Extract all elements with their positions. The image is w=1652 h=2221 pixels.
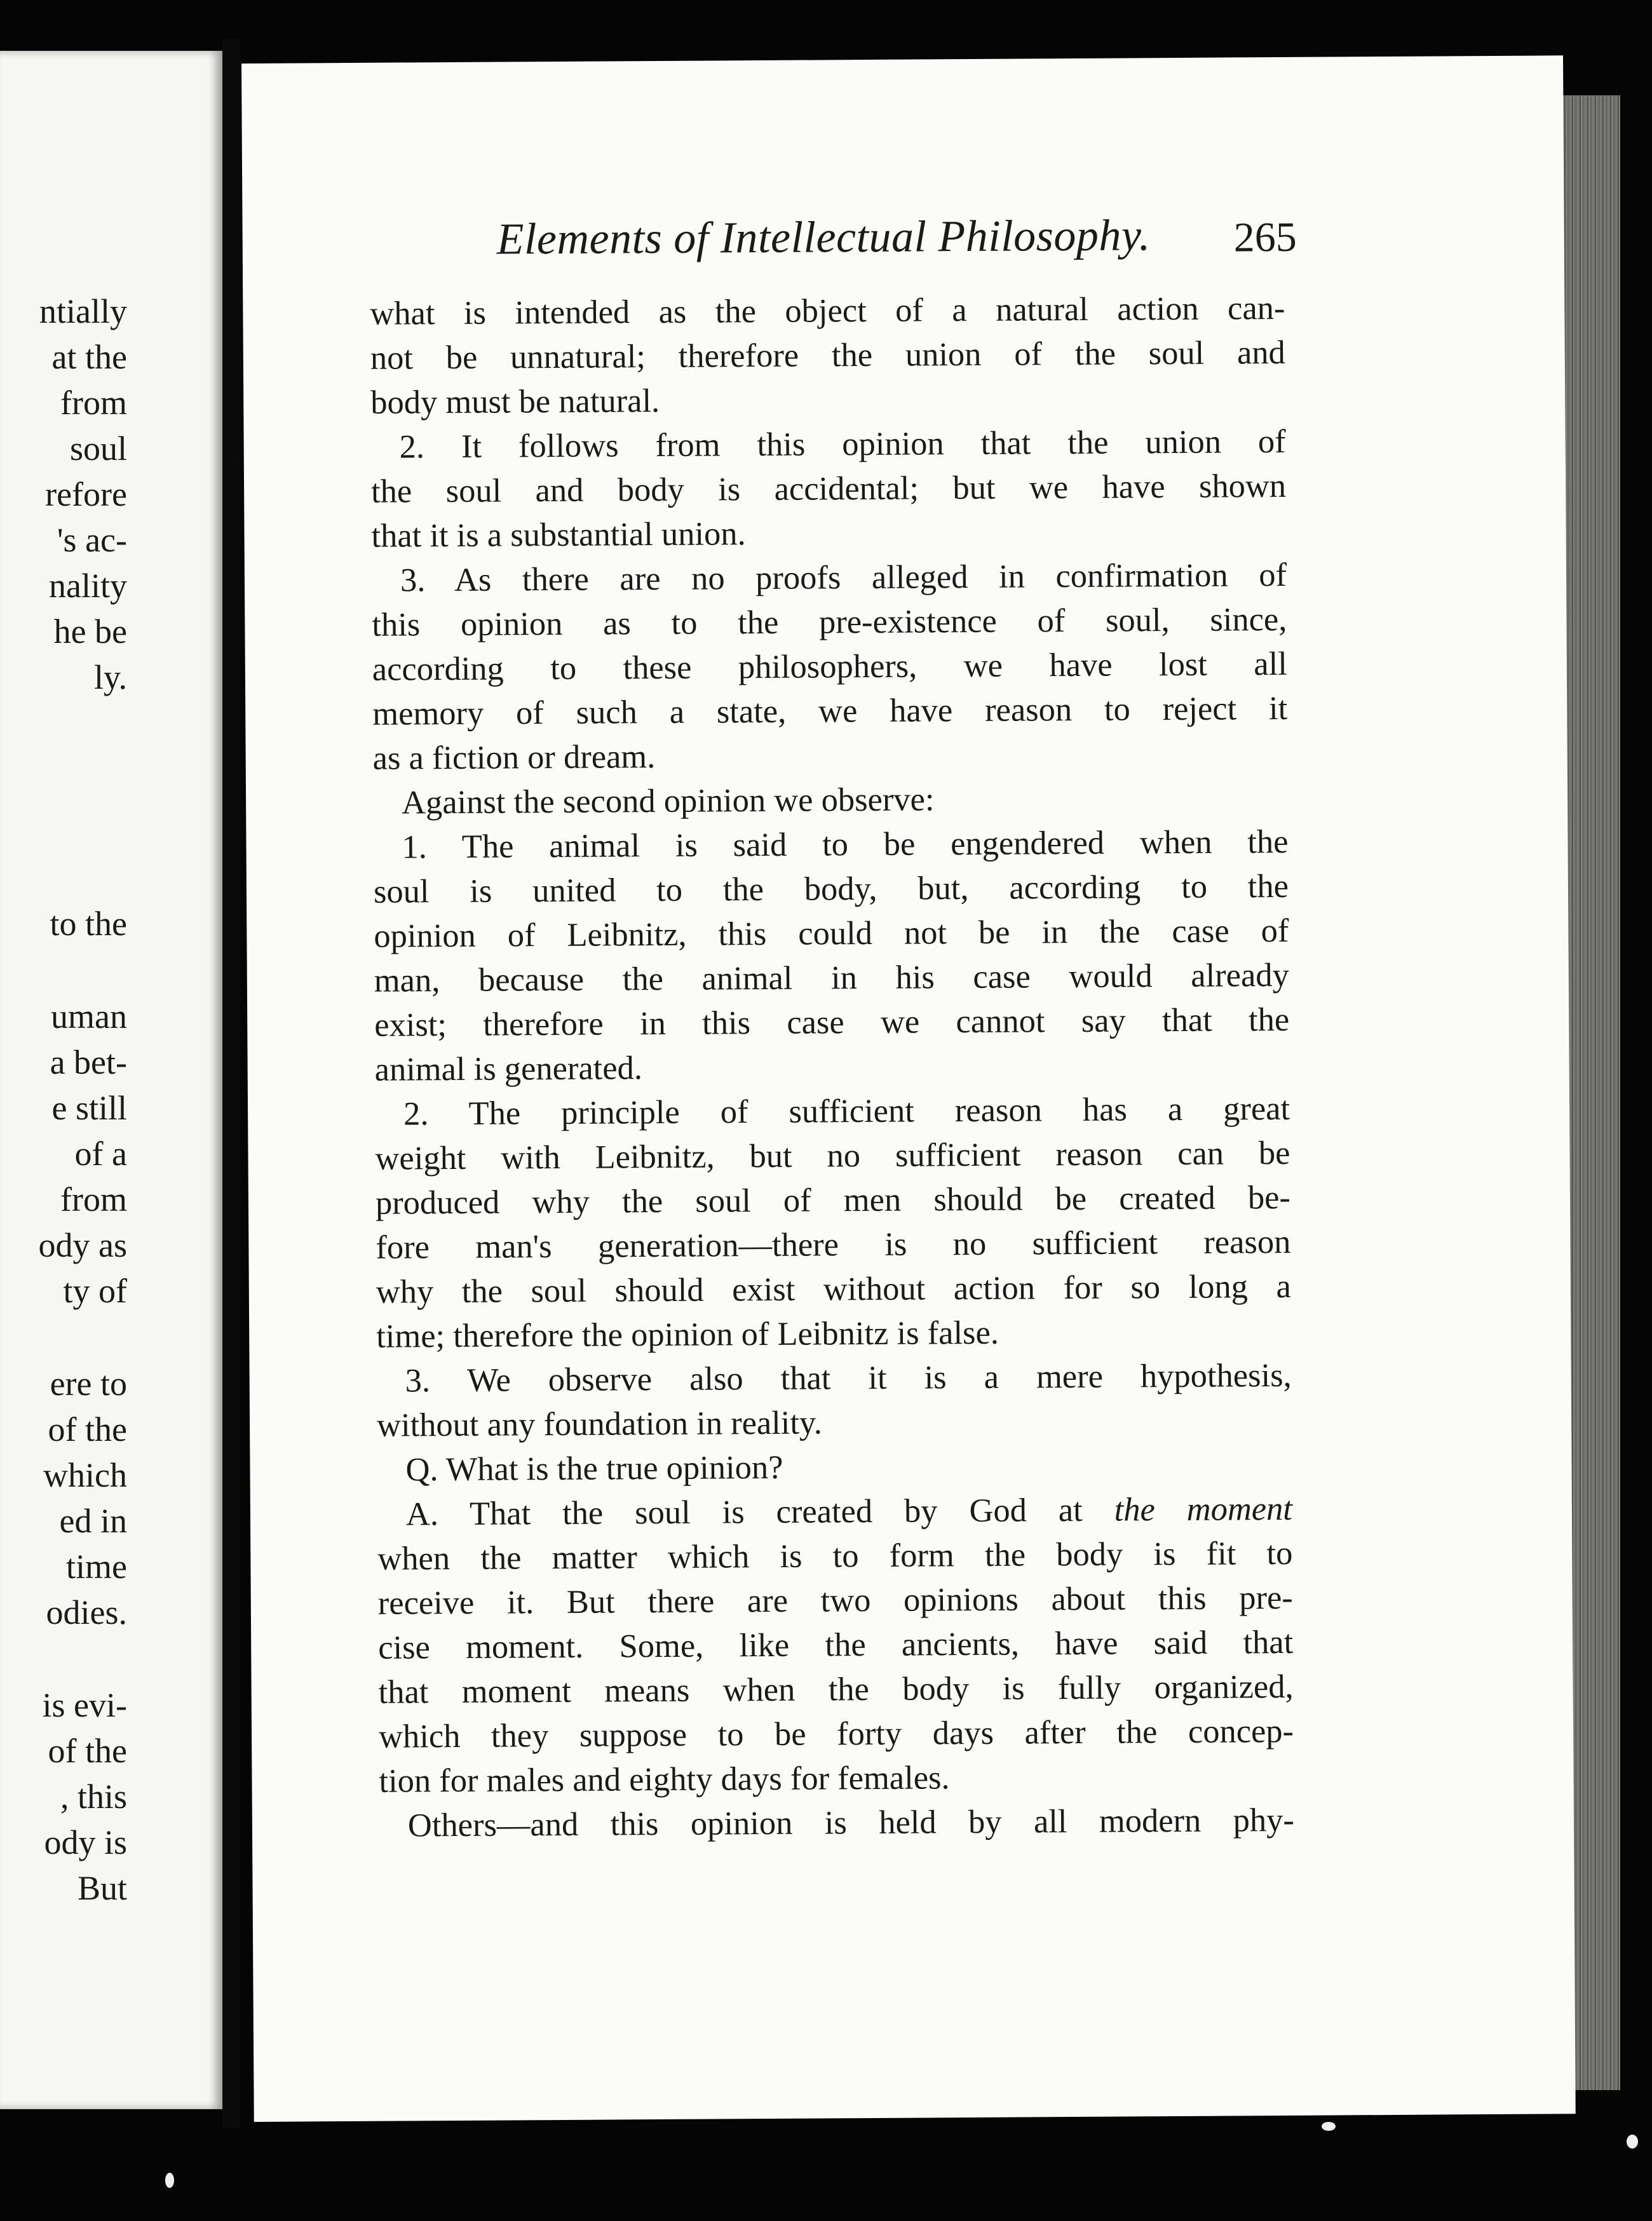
text-line: soul is united to the body, but, according to the — [373, 867, 1289, 910]
previous-page-line: uman — [51, 997, 127, 1036]
text-line: which they suppose to be forty days after the concep- — [378, 1712, 1294, 1755]
text-line: fore man's generation—there is no sufficient reason — [376, 1223, 1291, 1266]
text-line: when the matter which is to form the body is fit to — [377, 1534, 1293, 1577]
previous-page-line: 's ac- — [57, 521, 127, 559]
text-line: time; therefore the opinion of Leibnitz is false. — [376, 1314, 999, 1355]
text-line: cise moment. Some, like the ancients, have said that — [378, 1623, 1294, 1666]
text-line: without any foundation in reality. — [376, 1404, 823, 1444]
text-line: Against the second opinion we observe: — [401, 781, 935, 821]
text-line: 2. The principle of sufficient reason has a great — [403, 1090, 1290, 1133]
text-line: what is intended as the object of a natural action can- — [370, 289, 1285, 332]
text-line: 3. As there are no proofs alleged in confirmation of — [400, 556, 1287, 599]
scan-speck — [165, 2173, 174, 2188]
previous-page-line: odies. — [46, 1593, 127, 1631]
text-line: that it is a substantial union. — [371, 515, 746, 555]
previous-page — [0, 51, 222, 2109]
text-line-start: A. That the soul is created by God at — [405, 1491, 1083, 1533]
previous-page-line: soul — [69, 429, 127, 468]
text-line: body must be natural. — [370, 382, 660, 421]
previous-page-line: ere to — [50, 1365, 127, 1403]
previous-page-line: time — [66, 1548, 127, 1586]
current-page — [241, 55, 1576, 2122]
previous-page-line: ody as — [38, 1226, 127, 1264]
text-line: 3. We observe also that it is a mere hypothesis, — [405, 1356, 1292, 1400]
previous-page-line: ed in — [59, 1502, 127, 1540]
scan-speck — [1627, 2135, 1638, 2149]
previous-page-line: of the — [48, 1732, 127, 1770]
previous-page-line: is evi- — [42, 1686, 127, 1724]
text-line — [377, 1487, 1292, 1537]
text-line: tion for males and eighty days for females. — [379, 1759, 950, 1800]
text-line: 1. The animal is said to be engendered when the — [402, 823, 1289, 866]
previous-page-line: of the — [48, 1410, 127, 1448]
previous-page-line: But — [77, 1869, 127, 1907]
text-line: why the soul should exist without action for so long a — [376, 1267, 1291, 1311]
text-line: according to these philosophers, we have lost all — [372, 645, 1287, 688]
text-line: that moment means when the body is fully organized, — [378, 1668, 1294, 1711]
text-line: Others—and this opinion is held by all modern phy- — [407, 1801, 1295, 1844]
text-line: 2. It follows from this opinion that the union of — [399, 422, 1286, 466]
previous-page-line: from — [60, 384, 127, 422]
italic-phrase: the moment — [1114, 1490, 1293, 1529]
previous-page-line: , this — [60, 1778, 127, 1816]
previous-page-line: ody is — [44, 1823, 127, 1861]
text-line: opinion of Leibnitz, this could not be in the case of — [374, 912, 1289, 955]
running-title: Elements of Intellectual Philosophy. — [496, 211, 1151, 264]
page-body — [370, 286, 1295, 1844]
previous-page-line: from — [60, 1180, 127, 1219]
previous-page-line: which — [43, 1456, 127, 1494]
text-line: the soul and body is accidental; but we have shown — [370, 467, 1287, 510]
scan-speck — [1322, 2122, 1336, 2131]
text-line: as a fiction or dream. — [372, 738, 656, 777]
previous-page-line: of a — [74, 1135, 127, 1173]
previous-page-line: to the — [50, 905, 127, 943]
previous-page-line: refore — [45, 475, 127, 513]
text-line: produced why the soul of men should be created be- — [375, 1178, 1291, 1222]
text-line: this opinion as to the pre-existence of soul, since, — [372, 600, 1287, 644]
running-head — [242, 208, 1488, 280]
page-number: 265 — [1233, 213, 1297, 261]
book-gutter — [222, 38, 240, 2128]
text-line: animal is generated. — [374, 1050, 643, 1088]
previous-page-line: ly. — [94, 658, 127, 696]
previous-page-line: nality — [49, 567, 127, 605]
previous-page-line: e still — [51, 1089, 127, 1127]
previous-page-line: ty of — [63, 1272, 127, 1310]
previous-page-line: he be — [53, 612, 127, 651]
previous-page-line: a bet- — [50, 1043, 127, 1081]
text-line: not be unnatural; therefore the union of the soul and — [370, 334, 1285, 377]
text-line: exist; therefore in this case we cannot say that the — [374, 1001, 1290, 1044]
text-line: memory of such a state, we have reason to reject it — [372, 689, 1288, 732]
text-line: Q. What is the true opinion? — [405, 1448, 783, 1489]
previous-page-line: at the — [51, 338, 127, 376]
text-line: weight with Leibnitz, but no sufficient reason can be — [375, 1134, 1290, 1177]
text-line: receive it. But there are two opinions about this pre- — [377, 1579, 1293, 1622]
text-line: man, because the animal in his case would already — [374, 956, 1289, 999]
previous-page-line: ntially — [39, 292, 127, 330]
